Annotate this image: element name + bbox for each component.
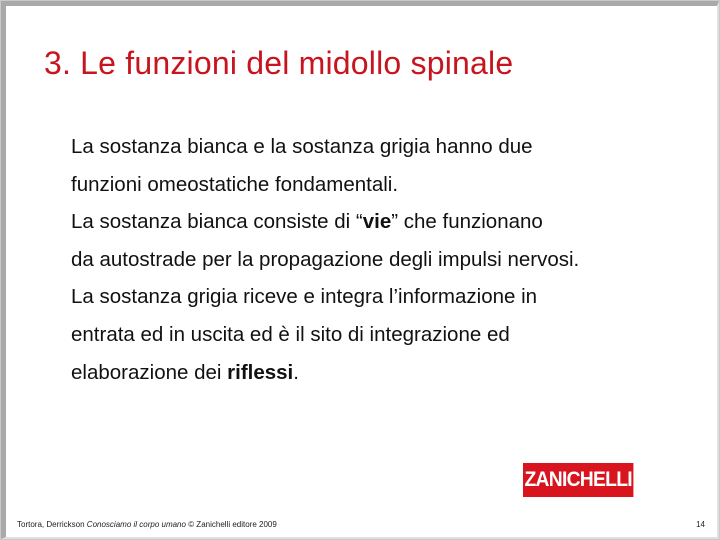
footer-authors: Tortora, Derrickson — [17, 520, 87, 529]
body-text-segment: funzioni omeostatiche fondamentali. — [71, 172, 399, 196]
page-number: 14 — [696, 520, 705, 529]
footer-credit — [17, 520, 277, 529]
footer-publisher: © Zanichelli editore 2009 — [185, 520, 277, 529]
zanichelli-logo: ZANICHELLI — [523, 463, 633, 497]
footer-book-title: Conosciamo il corpo umano — [86, 520, 186, 529]
body-line — [71, 316, 691, 354]
body-text-segment: entrata ed in uscita ed è il sito di integrazione ed — [71, 322, 510, 346]
body-line — [71, 166, 691, 204]
bold-term: vie — [362, 210, 392, 234]
body-text-segment: ” che funzionano — [391, 210, 543, 234]
body-text-segment: La sostanza bianca consiste di “ — [71, 210, 363, 234]
body-line — [71, 128, 691, 166]
body-text-segment: . — [293, 360, 299, 384]
body-line — [71, 278, 691, 316]
slide-body — [71, 128, 691, 391]
bold-term: riflessi — [227, 360, 294, 384]
body-text-segment: da autostrade per la propagazione degli impulsi nervosi. — [71, 247, 580, 271]
body-line — [71, 354, 691, 392]
body-text-segment: La sostanza bianca e la sostanza grigia hanno due — [71, 135, 533, 158]
slide-title: 3. Le funzioni del midollo spinale — [44, 45, 514, 81]
body-line — [71, 203, 691, 241]
body-text-segment: elaborazione dei — [71, 360, 228, 384]
body-line — [71, 241, 691, 279]
body-text-segment: La sostanza grigia riceve e integra l’informazione in — [71, 285, 538, 309]
